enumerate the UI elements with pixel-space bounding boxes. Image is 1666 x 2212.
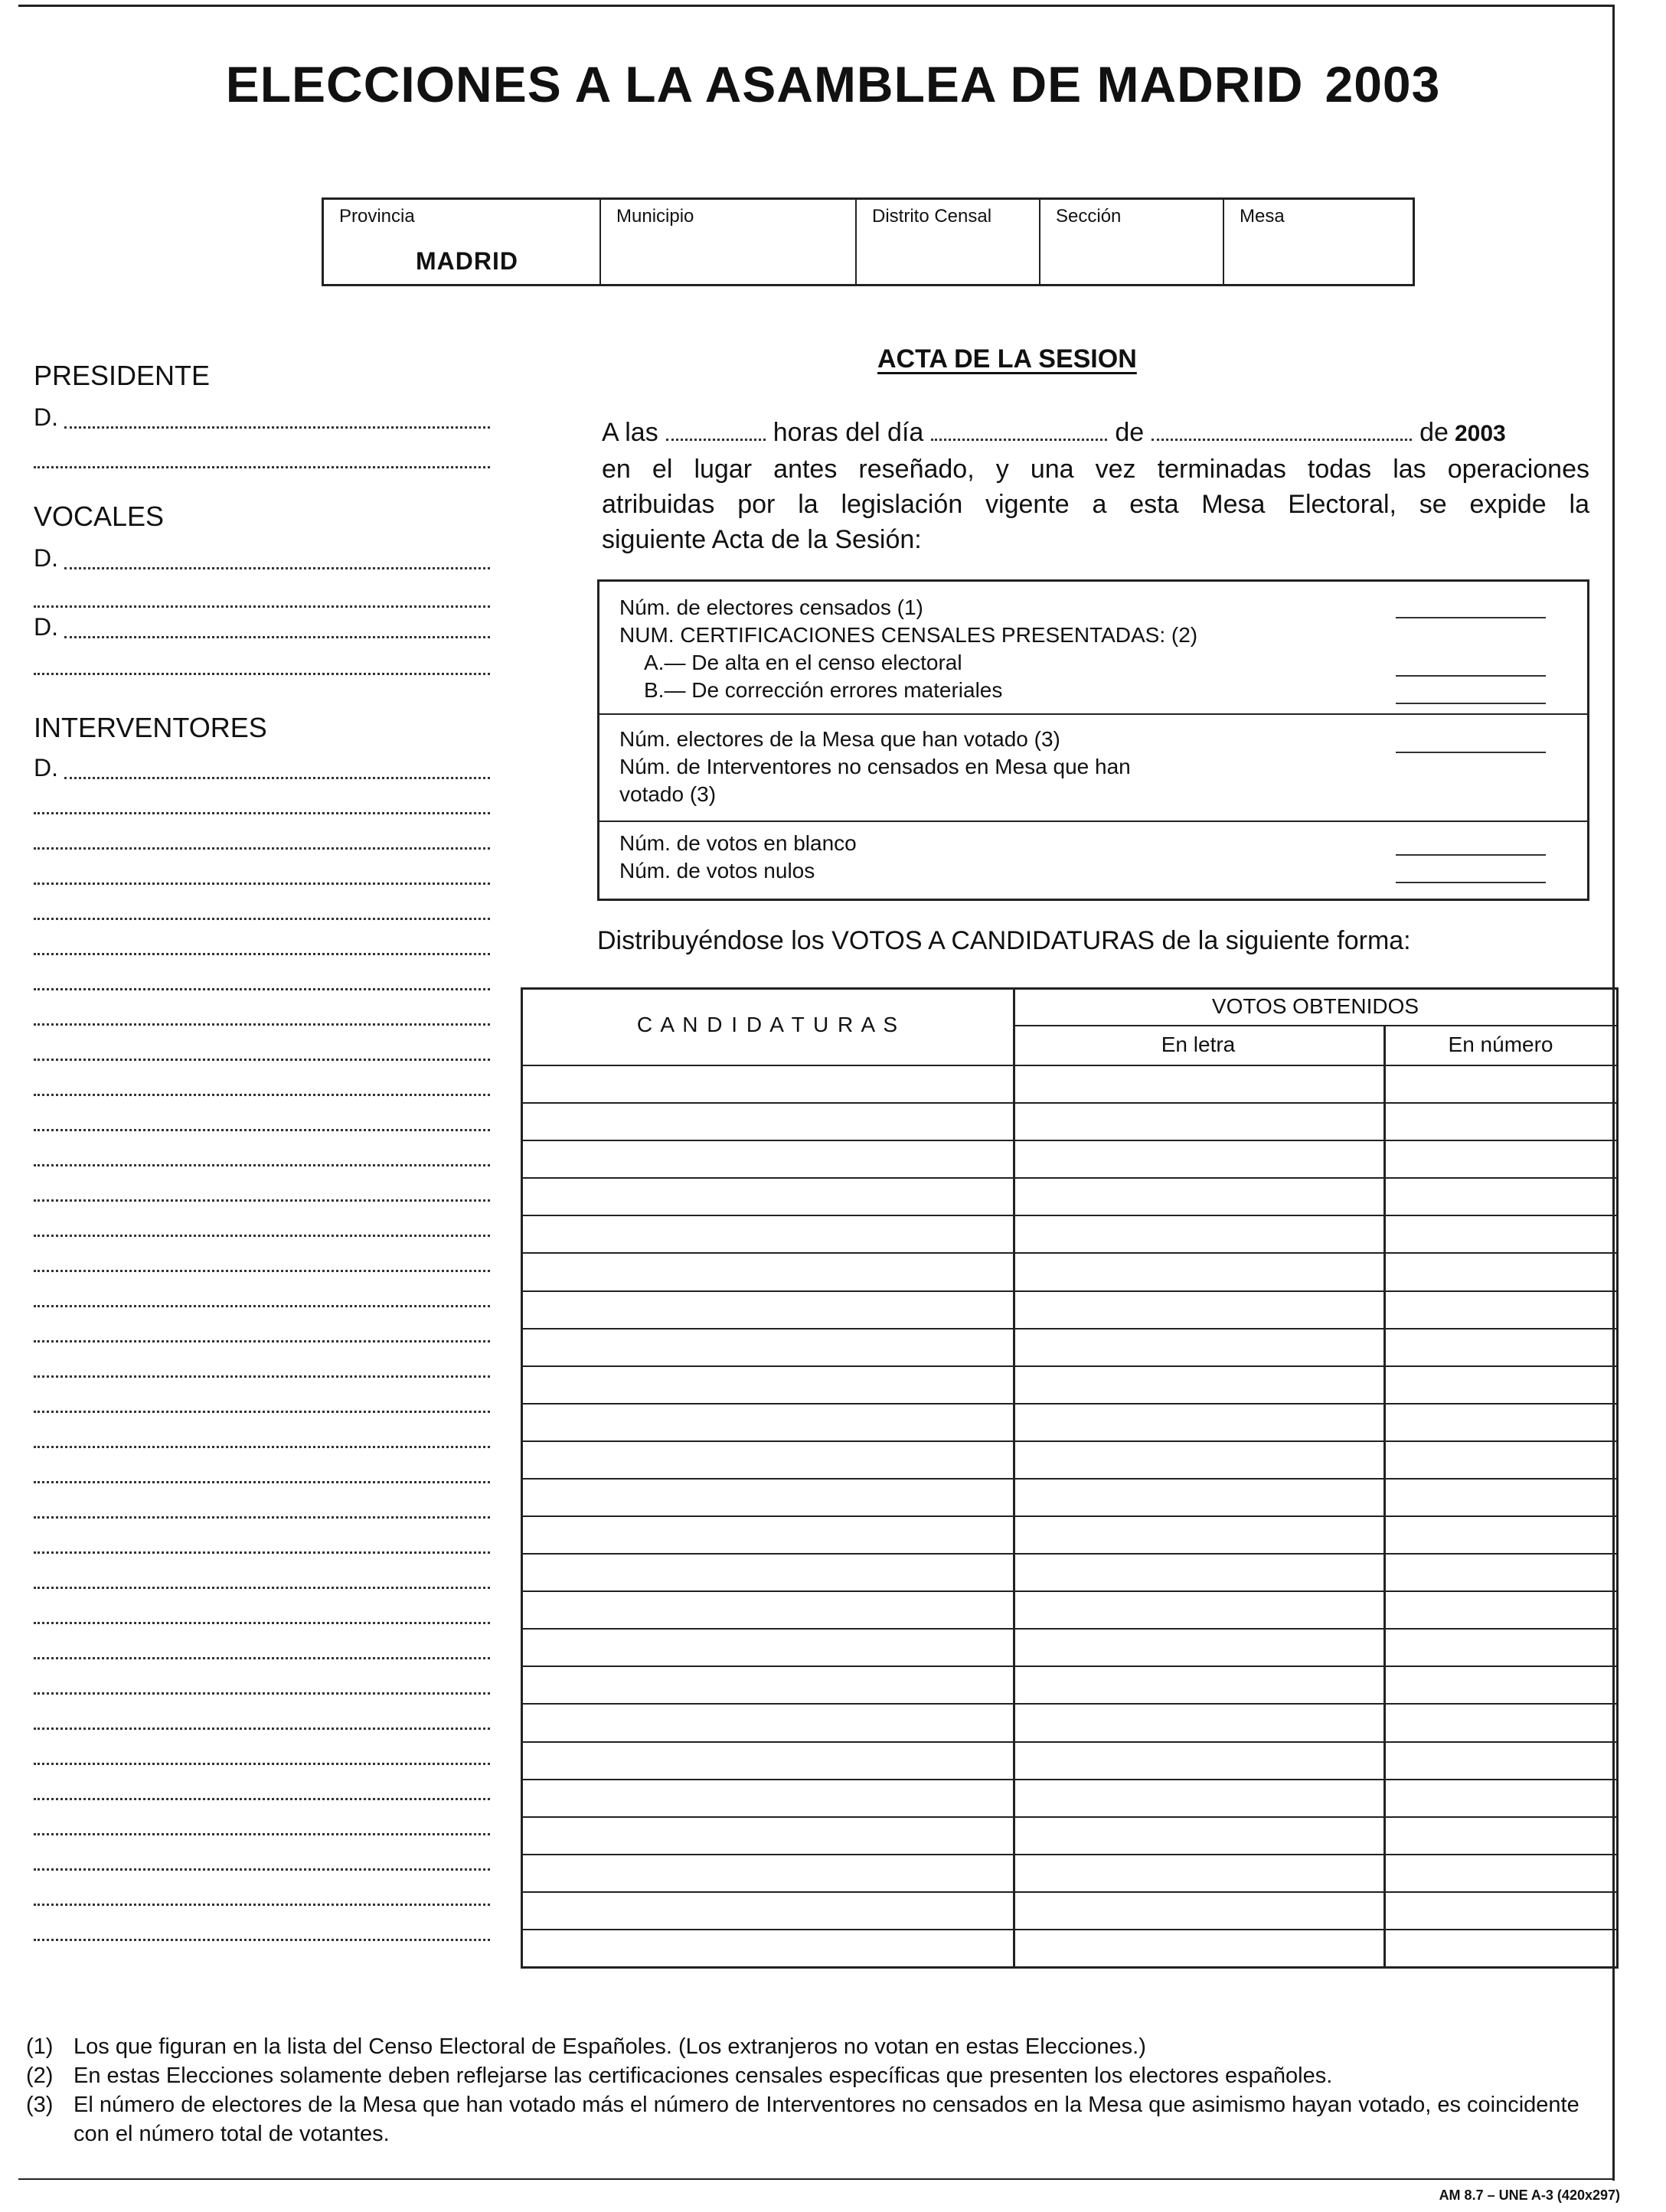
provincia-cell — [324, 200, 601, 284]
footnotes — [26, 2032, 1603, 2148]
table-row[interactable] — [523, 1177, 1616, 1215]
table-row[interactable] — [523, 1102, 1616, 1140]
location-header-box — [322, 197, 1415, 286]
interventor-line[interactable] — [34, 1211, 490, 1241]
table-row[interactable] — [523, 1628, 1616, 1666]
interventores-heading: INTERVENTORES — [34, 712, 267, 743]
seccion-cell[interactable] — [1040, 200, 1224, 284]
title-year: 2003 — [1325, 56, 1441, 113]
acta-title: ACTA DE LA SESION — [877, 344, 1137, 374]
acta-line-1 — [602, 415, 1589, 452]
table-row[interactable] — [523, 1478, 1616, 1515]
en-numero-header: En número — [1448, 1033, 1553, 1056]
interventor-line[interactable] — [34, 1422, 490, 1453]
distribucion-text: Distribuyéndose los VOTOS A CANDIDATURAS de la siguiente forma: — [597, 926, 1411, 955]
acta-line-4: siguiente Acta de la Sesión: — [602, 525, 922, 554]
votos-obtenidos-header: VOTOS OBTENIDOS — [1211, 994, 1419, 1018]
seccion-label: Sección — [1056, 206, 1122, 227]
interventor-line[interactable] — [34, 1035, 490, 1065]
distrito-cell[interactable] — [857, 200, 1040, 284]
interventor-line[interactable] — [34, 1739, 490, 1770]
provincia-label: Provincia — [339, 206, 415, 227]
table-row[interactable] — [523, 1854, 1616, 1891]
certificaciones-label: NUM. CERTIFICACIONES CENSALES PRESENTADAS: (2) — [619, 623, 1198, 647]
interventor-line[interactable] — [34, 894, 490, 925]
table-row[interactable] — [523, 1816, 1616, 1854]
votos-nulos-field[interactable] — [1396, 882, 1546, 883]
bottom-rule — [18, 2178, 1615, 2180]
vocales-heading: VOCALES — [34, 501, 165, 532]
table-row[interactable] — [523, 1891, 1616, 1929]
interventores-votado-label-1: Núm. de Interventores no censados en Mesa que han — [619, 755, 1131, 778]
correccion-label: B.— De corrección errores materiales — [644, 678, 1003, 702]
vocal-1-line-2[interactable] — [34, 582, 490, 612]
interventor-line[interactable] — [34, 1000, 490, 1030]
footnote-text: El número de electores de la Mesa que han votado más el número de Interventores no censados en la Mesa que asimismo hayan votado, es coincidente con el número total de votantes. — [74, 2093, 1579, 2146]
votos-blanco-field[interactable] — [1396, 854, 1546, 856]
table-row[interactable] — [523, 1440, 1616, 1478]
table-row[interactable] — [523, 1065, 1616, 1102]
footnote-number: (2) — [26, 2064, 54, 2088]
interventor-line[interactable] — [34, 1352, 490, 1382]
de-text-1: de — [1115, 418, 1145, 447]
vocal-2-line-1[interactable] — [34, 612, 490, 643]
table-row[interactable] — [523, 1703, 1616, 1741]
footnote-text: En estas Elecciones solamente deben reflejarse las certificaciones censales específicas que presenten los electores españoles. — [74, 2064, 1333, 2088]
mes-field[interactable] — [1152, 439, 1412, 441]
de-text-2: de — [1419, 418, 1449, 447]
form-code: AM 8.7 – UNE A-3 (420x297) — [1439, 2188, 1620, 2203]
d-prefix: D. — [34, 754, 58, 781]
electores-votado-field[interactable] — [1396, 752, 1546, 753]
votos-nulos-label: Núm. de votos nulos — [619, 859, 815, 883]
electores-censados-label: Núm. de electores censados (1) — [619, 595, 923, 619]
presidente-line-2[interactable] — [34, 442, 490, 473]
interventor-line[interactable] — [34, 1140, 490, 1171]
interventor-line[interactable] — [34, 1845, 490, 1875]
d-prefix: D. — [34, 613, 58, 641]
alta-label: A.— De alta en el censo electoral — [644, 651, 962, 674]
footnote — [26, 2032, 1603, 2061]
hora-field[interactable] — [666, 439, 766, 441]
interventor-line[interactable] — [34, 788, 490, 819]
interventor-line[interactable] — [34, 1915, 490, 1946]
d-prefix: D. — [34, 403, 58, 431]
interventor-line[interactable] — [34, 1246, 490, 1277]
interventor-line[interactable] — [34, 1809, 490, 1840]
en-letra-header: En letra — [1161, 1033, 1236, 1056]
table-row[interactable] — [523, 1779, 1616, 1816]
horas-text: horas del día — [773, 418, 924, 447]
a-las-text: A las — [602, 418, 658, 447]
table-row[interactable] — [523, 1290, 1616, 1328]
acta-year: 2003 — [1454, 421, 1506, 446]
candidaturas-table — [521, 987, 1619, 1969]
table-row[interactable] — [523, 1365, 1616, 1403]
vocal-1-line-1[interactable] — [34, 543, 490, 574]
footnote — [26, 2061, 1603, 2090]
table-row[interactable] — [523, 1741, 1616, 1779]
interventor-line[interactable] — [34, 1528, 490, 1558]
interventores-votado-label-2: votado (3) — [619, 782, 717, 806]
mesa-label: Mesa — [1240, 206, 1285, 227]
dia-field[interactable] — [931, 439, 1107, 441]
table-row[interactable] — [523, 1553, 1616, 1590]
votos-blanco-label: Núm. de votos en blanco — [619, 831, 857, 855]
interventor-line[interactable] — [34, 1880, 490, 1910]
table-row[interactable] — [523, 1590, 1616, 1628]
electores-votado-label: Núm. electores de la Mesa que han votado (3) — [619, 727, 1060, 751]
presidente-line-1[interactable] — [34, 403, 490, 433]
interventor-line[interactable] — [34, 1493, 490, 1523]
presidente-heading: PRESIDENTE — [34, 360, 211, 391]
interventor-line[interactable] — [34, 1704, 490, 1734]
table-row[interactable] — [523, 1515, 1616, 1553]
table-row[interactable] — [523, 1929, 1616, 1966]
interventor-line[interactable] — [34, 1563, 490, 1594]
interventor-line[interactable] — [34, 1070, 490, 1101]
interventor-line[interactable] — [34, 1633, 490, 1664]
provincia-value: MADRID — [416, 247, 518, 275]
table-row[interactable] — [523, 1140, 1616, 1177]
candidaturas-header: C A N D I D A T U R A S — [636, 1013, 900, 1036]
acta-line-3: atribuidas por la legislación vigente a esta Mesa Electoral, se expide la — [602, 490, 1589, 519]
footnote-text: Los que figuran en la lista del Censo Electoral de Españoles. (Los extranjeros no votan en estas Elecciones.) — [74, 2034, 1146, 2059]
census-data-box — [597, 579, 1589, 901]
electores-censados-field[interactable] — [1396, 617, 1546, 618]
table-row[interactable] — [523, 1328, 1616, 1365]
interventor-line[interactable] — [34, 1105, 490, 1136]
footnote — [26, 2090, 1603, 2148]
interventor-line[interactable] — [34, 1774, 490, 1805]
title-text: ELECCIONES A LA ASAMBLEA DE MADRID — [225, 56, 1304, 113]
interventor-line[interactable] — [34, 859, 490, 889]
interventor-line[interactable] — [34, 1281, 490, 1312]
municipio-label: Municipio — [616, 206, 694, 227]
footnote-number: (3) — [26, 2093, 54, 2117]
acta-line-2: en el lugar antes reseñado, y una vez terminadas todas las operaciones — [602, 455, 1589, 484]
vocal-2-line-2[interactable] — [34, 649, 490, 680]
municipio-cell[interactable] — [601, 200, 857, 284]
page-title — [0, 55, 1666, 113]
interventor-line[interactable] — [34, 1457, 490, 1488]
interventor-line[interactable] — [34, 964, 490, 995]
alta-field[interactable] — [1396, 675, 1546, 677]
table-row[interactable] — [523, 1666, 1616, 1703]
mesa-cell[interactable] — [1224, 200, 1413, 284]
interventor-line-1[interactable] — [34, 753, 490, 784]
interventor-line[interactable] — [34, 1669, 490, 1699]
footnote-number: (1) — [26, 2034, 54, 2059]
distrito-label: Distrito Censal — [872, 206, 992, 227]
d-prefix: D. — [34, 544, 58, 572]
interventor-line[interactable] — [34, 929, 490, 960]
interventor-line[interactable] — [34, 1598, 490, 1629]
interventor-line[interactable] — [34, 1316, 490, 1347]
table-row[interactable] — [523, 1403, 1616, 1440]
interventor-line[interactable] — [34, 824, 490, 854]
interventor-line[interactable] — [34, 1387, 490, 1418]
correccion-field[interactable] — [1396, 703, 1546, 704]
acta-paragraph — [602, 415, 1589, 557]
table-row[interactable] — [523, 1252, 1616, 1290]
table-row[interactable] — [523, 1215, 1616, 1252]
interventor-line[interactable] — [34, 1176, 490, 1206]
